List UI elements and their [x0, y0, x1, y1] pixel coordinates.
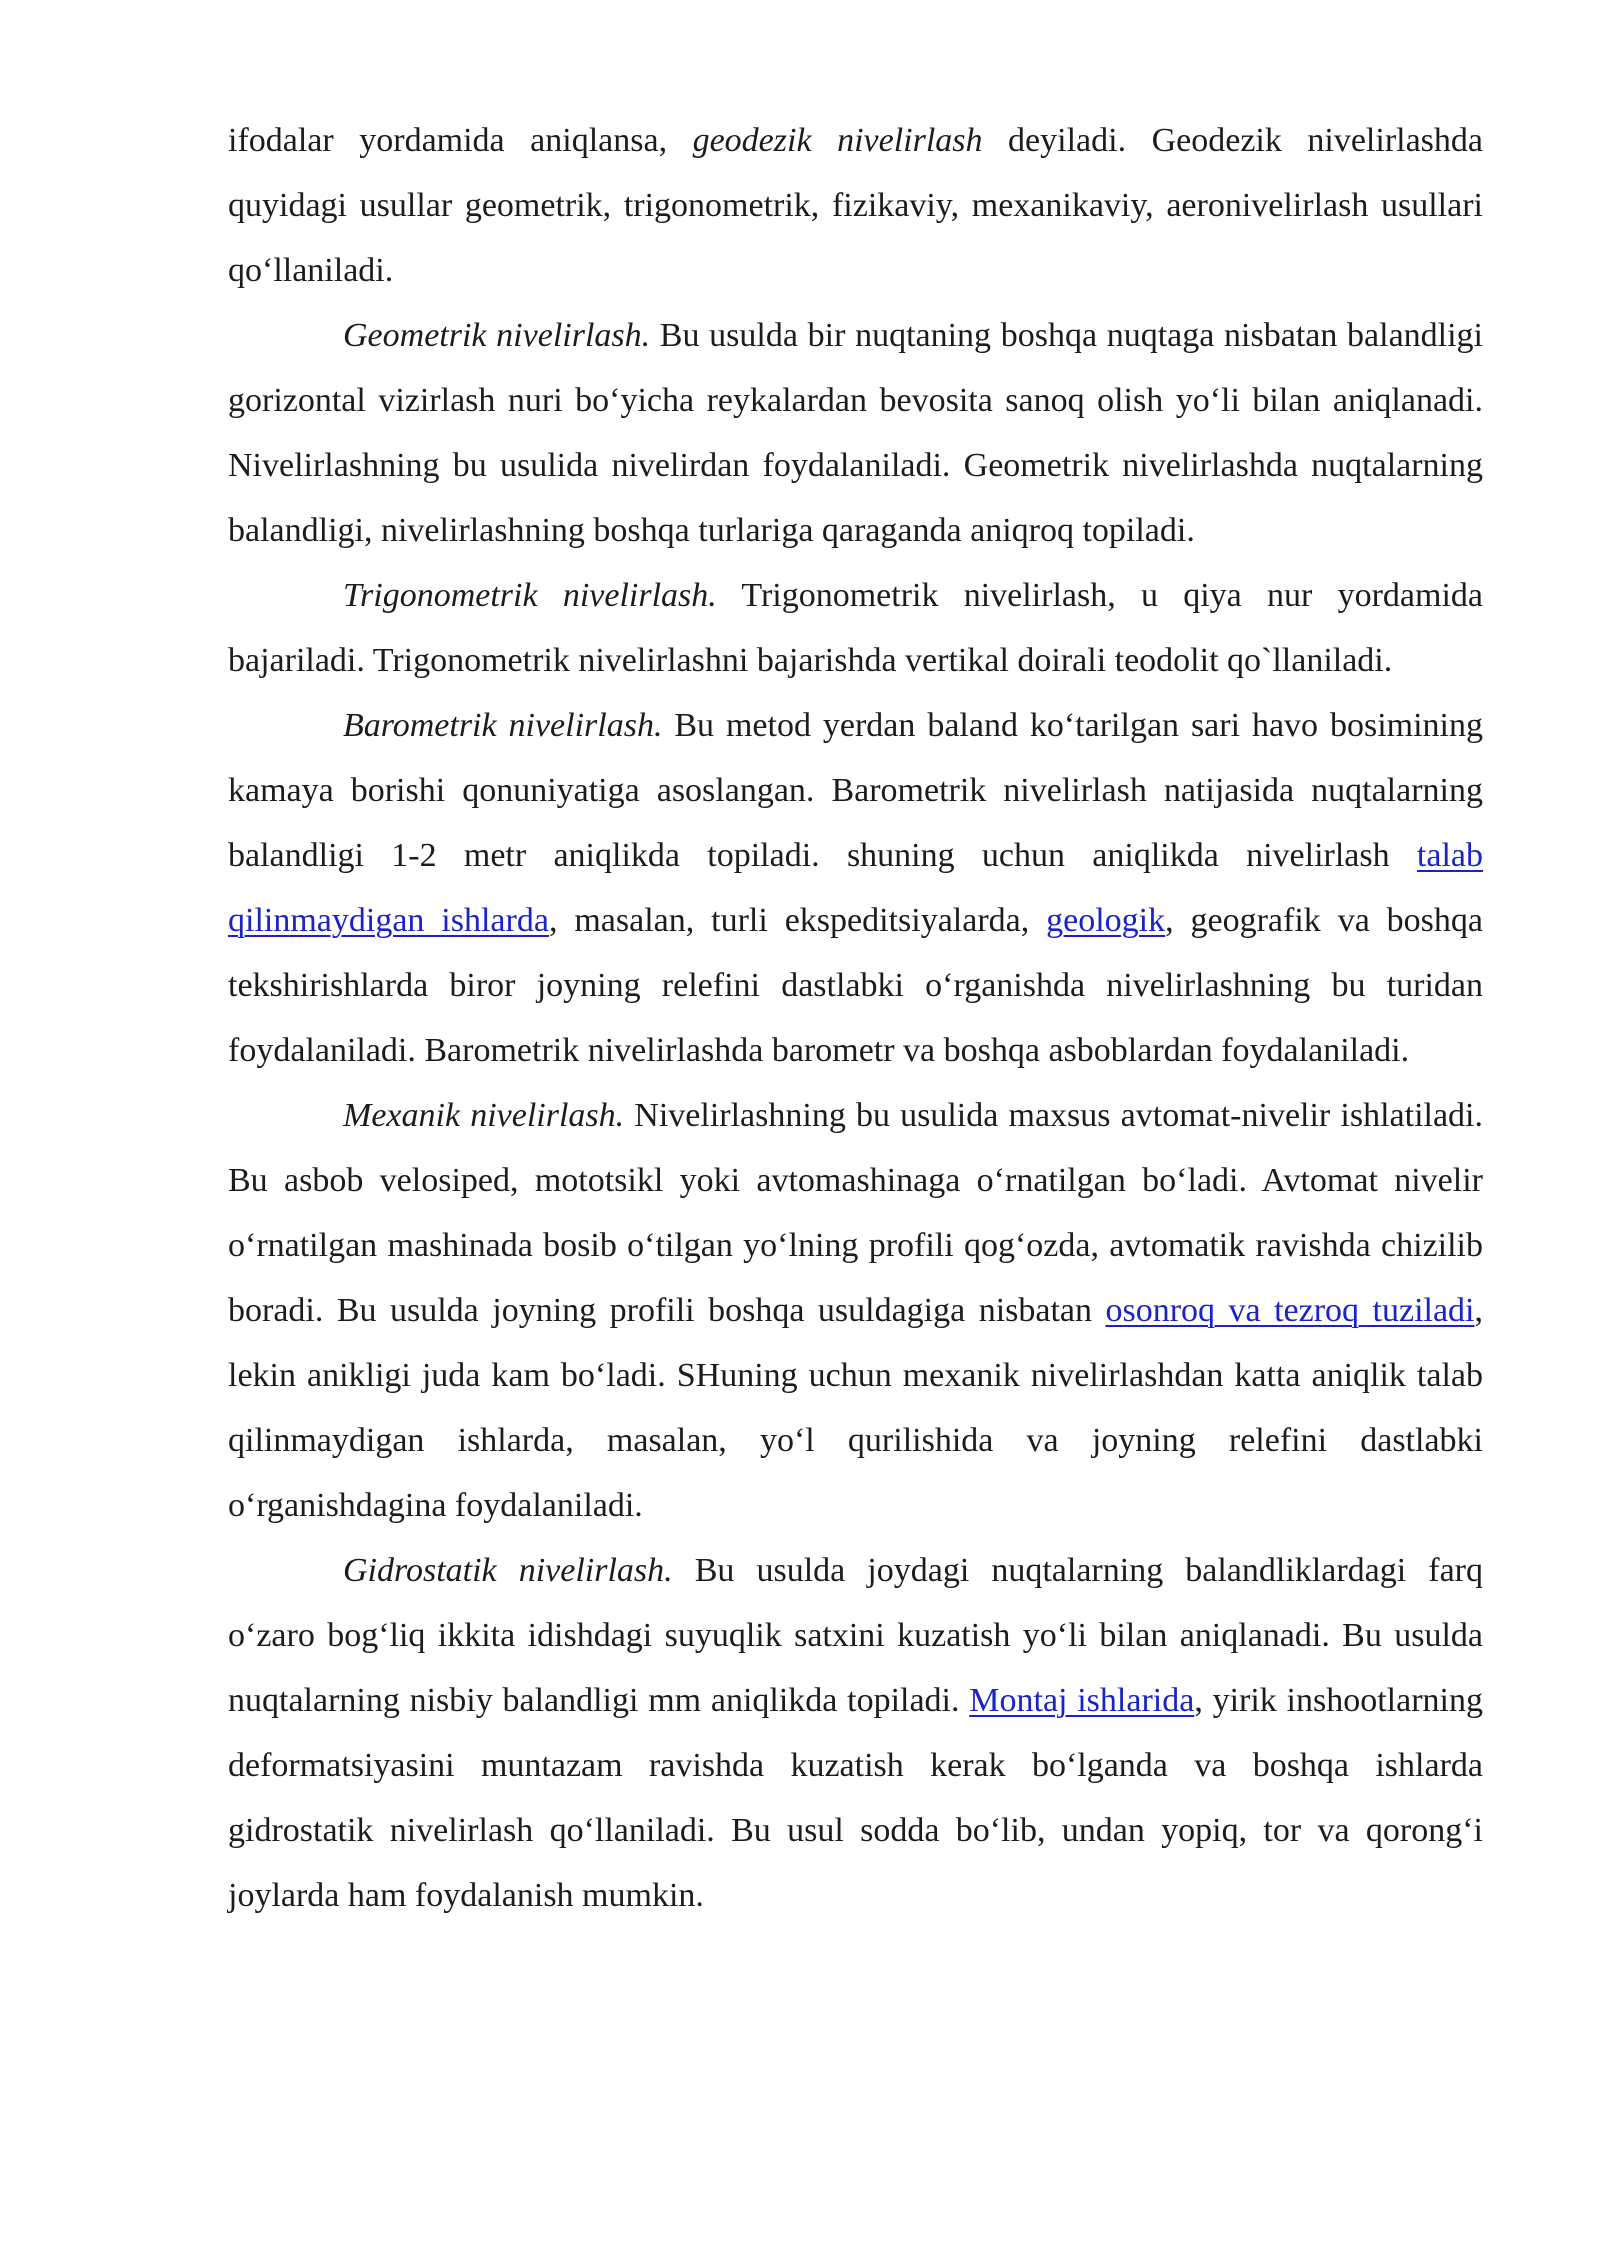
heading-barometrik: Barometrik nivelirlash.: [343, 707, 663, 744]
link-geologik[interactable]: geologik: [1046, 902, 1166, 939]
paragraph-gidrostatik: [228, 1538, 1483, 1928]
text-gidrostatik-1: Bu usulda joydagi nuqtalarning balandliklardagi farq o‘zaro bog‘liq ikkita idishdagi suyuqlik satxini kuzatish yo‘li bilan aniqlanadi. Bu usulda nuqtalarning nisbiy balandligi mm aniqlikda topiladi.: [228, 1552, 1483, 1719]
heading-trigonometrik: Trigonometrik nivelirlash.: [343, 577, 717, 614]
heading-gidrostatik: Gidrostatik nivelirlash.: [343, 1552, 673, 1589]
text-geometrik: Bu usulda bir nuqtaning boshqa nuqtaga nisbatan balandligi gorizontal vizirlash nuri bo‘yicha reykalardan bevosita sanoq olish yo‘li bilan aniqlanadi. Nivelirlashning bu usulida nivelirdan foydalaniladi. Geometrik nivelirlashda nuqtalarning balandligi, nivelirlashning boshqa turlariga qaraganda aniqroq topiladi.: [228, 317, 1484, 549]
intro-text-2: deyiladi. Geodezik nivelirlashda quyidagi usullar geometrik, trigonometrik, fizikaviy, mexanikaviy, aeronivelirlash usullari qo‘llaniladi.: [228, 122, 1484, 289]
text-mexanik-2: , lekin anikligi juda kam bo‘ladi. SHuning uchun mexanik nivelirlashdan katta aniqlik talab qilinmaydigan ishlarda, masalan, yo‘l qurilishida va joyning relefini dastlabki o‘rganishdagina foydalaniladi.: [228, 1292, 1483, 1524]
link-talab-qilinmaydigan-ishlarda[interactable]: talab qilinmaydigan ishlarda: [228, 837, 1483, 939]
text-trigonometrik: Trigonometrik nivelirlash, u qiya nur yordamida bajariladi. Trigonometrik nivelirlashni bajarishda vertikal doirali teodolit qo`llaniladi.: [228, 577, 1483, 679]
intro-term-geodezik: geodezik nivelirlash: [692, 122, 983, 159]
document-page: [228, 108, 1483, 1928]
text-barometrik-1: Bu metod yerdan baland ko‘tarilgan sari havo bosimining kamaya borishi qonuniyatiga asoslangan. Barometrik nivelirlash natijasida nuqtalarning balandligi 1-2 metr aniqlikda topiladi. shuning uchun aniqlikda nivelirlash: [228, 707, 1483, 874]
text-mexanik-1: Nivelirlashning bu usulida maxsus avtomat-nivelir ishlatiladi. Bu asbob velosiped, mototsikl yoki avtomashinaga o‘rnatilgan bo‘ladi. Avtomat nivelir o‘rnatilgan mashinada bosib o‘tilgan yo‘lning profili qog‘ozda, avtomatik ravishda chizilib boradi. Bu usulda joyning profili boshqa usuldagiga nisbatan: [228, 1097, 1483, 1329]
link-montaj-ishlarida[interactable]: Montaj ishlarida: [969, 1682, 1195, 1719]
text-barometrik-2: , masalan, turli ekspeditsiyalarda,: [548, 902, 1047, 939]
text-gidrostatik-2: , yirik inshootlarning deformatsiyasini muntazam ravishda kuzatish kerak bo‘lganda va boshqa ishlarda gidrostatik nivelirlash qo‘llaniladi. Bu usul sodda bo‘lib, undan yopiq, tor va qorong‘i joylarda ham foydalanish mumkin.: [228, 1682, 1483, 1914]
paragraph-intro: [228, 108, 1483, 303]
paragraph-barometrik: [228, 693, 1483, 1083]
link-osonroq-va-tezroq-tuziladi[interactable]: osonroq va tezroq tuziladi: [1105, 1292, 1475, 1329]
paragraph-trigonometrik: [228, 563, 1483, 693]
intro-text-1: ifodalar yordamida aniqlansa,: [228, 122, 693, 159]
paragraph-mexanik: [228, 1083, 1483, 1538]
paragraph-geometrik: [228, 303, 1483, 563]
heading-mexanik: Mexanik nivelirlash.: [343, 1097, 625, 1134]
text-barometrik-3: , geografik va boshqa tekshirishlarda biror joyning relefini dastlabki o‘rganishda nivelirlashning bu turidan foydalaniladi. Barometrik nivelirlashda barometr va boshqa asboblardan foydalaniladi.: [228, 902, 1484, 1069]
heading-geometrik: Geometrik nivelirlash.: [343, 317, 651, 354]
